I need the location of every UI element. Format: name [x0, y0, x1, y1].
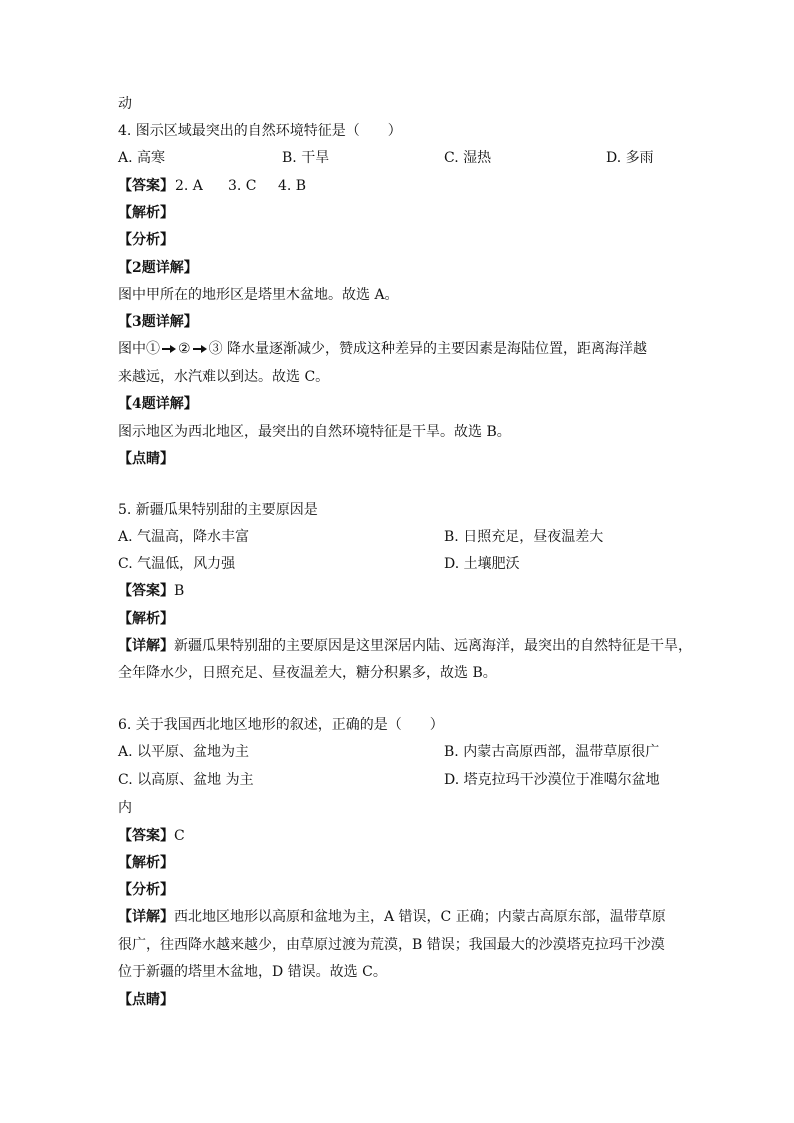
detail-3-text-1: 降水量逐渐减少，赞成这种差异的主要因素是海陆位置，距离海洋越	[222, 341, 648, 357]
q6-detail-line-1	[118, 907, 666, 927]
detail-label: 【详解】	[118, 638, 174, 654]
detail-3-prefix: 图中	[118, 341, 146, 357]
analysis-label: 【解析】	[118, 611, 174, 627]
answer-label: 【答案】	[118, 178, 174, 194]
answer-item-2: 2. A	[175, 178, 203, 194]
q5-detail-line-2: 全年降水少，日照充足、昼夜温差大，糖分积累多，故选 B。	[118, 665, 497, 681]
q4-option-c: C. 湿热	[444, 150, 492, 166]
analysis-sub-label: 【分析】	[118, 232, 174, 248]
answer-label: 【答案】	[118, 583, 174, 599]
q5-detail-line-1	[118, 636, 692, 656]
detail-text: 新疆瓜果特别甜的主要原因是这里深居内陆、远离海洋，最突出的自然特征是干旱，	[174, 638, 692, 654]
q6-option-c: C. 以高原、盆地 为主	[118, 772, 254, 788]
q5-answer-line	[118, 581, 184, 601]
answer-item-4: 4. B	[278, 178, 307, 194]
q5-option-d: D. 土壤肥沃	[444, 556, 520, 572]
arrow-right-icon	[162, 344, 176, 354]
detail-2-text: 图中甲所在的地形区是塔里木盆地。故选 A。	[118, 287, 399, 303]
circled-three: ③	[208, 341, 223, 357]
detail-label: 【详解】	[118, 909, 174, 925]
q6-detail-line-3: 位于新疆的塔里木盆地，D 错误。故选 C。	[118, 964, 387, 980]
q6-option-a: A. 以平原、盆地为主	[118, 744, 250, 760]
text-line: 动	[118, 96, 132, 112]
q5-option-b: B. 日照充足，昼夜温差大	[444, 529, 604, 545]
analysis-label: 【解析】	[118, 855, 174, 871]
analysis-sub-label: 【分析】	[118, 882, 174, 898]
q5-option-c: C. 气温低，风力强	[118, 556, 236, 572]
detail-4-label: 【4题详解】	[118, 396, 198, 412]
point-label: 【点睛】	[118, 451, 174, 467]
q6-option-b: B. 内蒙古高原西部，温带草原很广	[444, 744, 660, 760]
q6-option-d: D. 塔克拉玛干沙漠位于准噶尔盆地	[444, 772, 660, 788]
q6-detail-line-2: 很广，往西降水越来越少，由草原过渡为荒漠，B 错误；我国最大的沙漠塔克拉玛干沙漠	[118, 937, 665, 953]
q6-option-d-continued: 内	[118, 800, 132, 816]
analysis-label: 【解析】	[118, 205, 174, 221]
circled-two: ②	[178, 341, 191, 357]
q4-option-d: D. 多雨	[606, 150, 654, 166]
detail-3-text-line-1	[118, 339, 647, 359]
point-label: 【点睛】	[118, 992, 174, 1008]
q6-answer-line	[118, 826, 185, 846]
detail-3-label: 【3题详解】	[118, 314, 198, 330]
answer-item-3: 3. C	[228, 178, 257, 194]
circled-one: ①	[146, 341, 160, 357]
q4-option-b: B. 干旱	[282, 150, 330, 166]
q4-option-a: A. 高寒	[118, 150, 166, 166]
answer-label: 【答案】	[118, 828, 174, 844]
question-5: 5. 新疆瓜果特别甜的主要原因是	[118, 502, 318, 518]
question-6: 6. 关于我国西北地区地形的叙述，正确的是（ ）	[118, 717, 444, 733]
arrow-right-icon	[193, 344, 207, 354]
detail-4-text: 图示地区为西北地区，最突出的自然环境特征是干旱。故选 B。	[118, 424, 511, 440]
answer-value: B	[174, 583, 185, 599]
q5-option-a: A. 气温高，降水丰富	[118, 529, 250, 545]
question-4: 4. 图示区域最突出的自然环境特征是（ ）	[118, 123, 402, 139]
detail-2-label: 【2题详解】	[118, 260, 198, 276]
detail-3-text-line-2: 来越远，水汽难以到达。故选 C。	[118, 369, 330, 385]
answer-value: C	[174, 828, 185, 844]
detail-text: 西北地区地形以高原和盆地为主，A 错误，C 正确；内蒙古高原东部，温带草原	[174, 909, 666, 925]
